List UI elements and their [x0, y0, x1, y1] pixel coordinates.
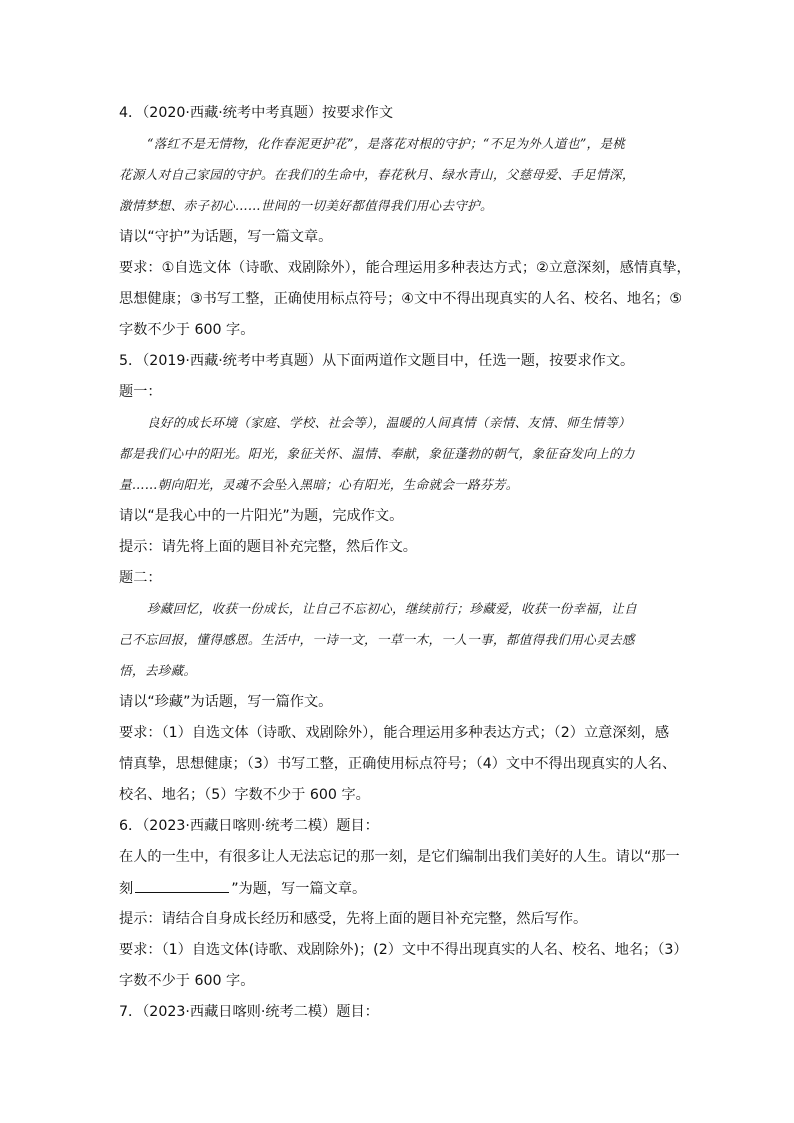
question-5-topic-1-hint: 提示：请先将上面的题目补充完整，然后作文。: [119, 539, 417, 555]
question-6-body-line-1: 在人的一生中，有很多让人无法忘记的那一刻，是它们编制出我们美好的人生。请以“那一: [119, 849, 680, 865]
question-5-topic-1-quote-line-3: 量……朝向阳光，灵魂不会坠入黑暗；心有阳光，生命就会一路芬芳。: [119, 477, 519, 492]
question-5-topic-2-requirement-line-3: 校名、地名；（5）字数不少于 600 字。: [119, 787, 370, 803]
question-6-body-line-2-start: 刻: [119, 881, 134, 897]
question-4-quote-line-2: 花源人对自己家园的守护。在我们的生命中，春花秋月、绿水青山，父慈母爱、手足情深，: [119, 167, 635, 182]
question-6-body-line-2-end: ”为题，写一篇文章。: [231, 881, 367, 897]
fill-in-blank: [135, 878, 229, 893]
question-5-topic-1-prompt: 请以“是我心中的一片阳光”为题，完成作文。: [119, 508, 404, 524]
question-5-topic-1-quote-line-1: 良好的成长环境（家庭、学校、社会等），温暖的人间真情（亲情、友情、师生情等）: [147, 415, 631, 430]
question-4-quote-line-3: 激情梦想、赤子初心……世间的一切美好都值得我们用心去守护。: [119, 198, 493, 213]
question-5-topic-2-requirement-line-2: 情真挚，思想健康；（3）书写工整，正确使用标点符号；（4）文中不得出现真实的人名、: [119, 756, 677, 772]
question-4-requirement-line-1: 要求：①自选文体（诗歌、戏剧除外），能合理运用多种表达方式；②立意深刻，感情真挚，: [119, 260, 691, 276]
document-content: [119, 103, 691, 1033]
question-4-requirement-line-2: 思想健康；③书写工整，正确使用标点符号；④文中不得出现真实的人名、校名、地名；⑤: [119, 291, 683, 307]
question-4-title: 4．（2020·西藏·统考中考真题）按要求作文: [119, 105, 394, 121]
question-5-topic-2-quote-line-1: 珍藏回忆，收获一份成长，让自己不忘初心，继续前行；珍藏爱，收获一份幸福，让自: [147, 601, 637, 616]
question-4-requirement-line-3: 字数不少于 600 字。: [119, 322, 255, 338]
question-5-title: 5．（2019·西藏·统考中考真题）从下面两道作文题目中，任选一题，按要求作文。: [119, 353, 635, 369]
question-5-topic-1-label: 题一：: [119, 384, 162, 400]
question-6-body-line-2: [119, 878, 681, 900]
question-4-prompt: 请以“守护”为话题，写一篇文章。: [119, 229, 333, 245]
question-6-hint: 提示：请结合自身成长经历和感受，先将上面的题目补充完整，然后写作。: [119, 911, 588, 927]
question-7-title: 7．（2023·西藏日喀则·统考二模）题目：: [119, 1004, 379, 1020]
question-5-topic-2-requirement-line-1: 要求：（1）自选文体（诗歌、戏剧除外），能合理运用多种表达方式；（2）立意深刻，感: [119, 725, 670, 741]
question-5-topic-1-quote-line-2: 都是我们心中的阳光。阳光，象征关怀、温情、奉献，象征蓬勃的朝气，象征奋发向上的力: [119, 446, 635, 461]
question-6-requirement-line-1: 要求：（1）自选文体(诗歌、戏剧除外)；(2）文中不得出现真实的人名、校名、地名；（3）: [119, 942, 688, 958]
question-5-topic-2-quote-line-2: 己不忘回报，懂得感恩。生活中，一诗一文，一草一木，一人一事，都值得我们用心灵去感: [119, 632, 635, 647]
question-4-quote-line-1: “落红不是无情物，化作春泥更护花”，是落花对根的守护；“不足为外人道也”，是桃: [147, 136, 626, 151]
question-5-topic-2-label: 题二：: [119, 570, 162, 586]
question-5-topic-2-prompt: 请以“珍藏”为话题，写一篇作文。: [119, 694, 333, 710]
question-6-requirement-line-2: 字数不少于 600 字。: [119, 973, 255, 989]
question-5-topic-2-quote-line-3: 悟，去珍藏。: [119, 663, 197, 678]
question-6-title: 6．（2023·西藏日喀则·统考二模）题目：: [119, 818, 379, 834]
